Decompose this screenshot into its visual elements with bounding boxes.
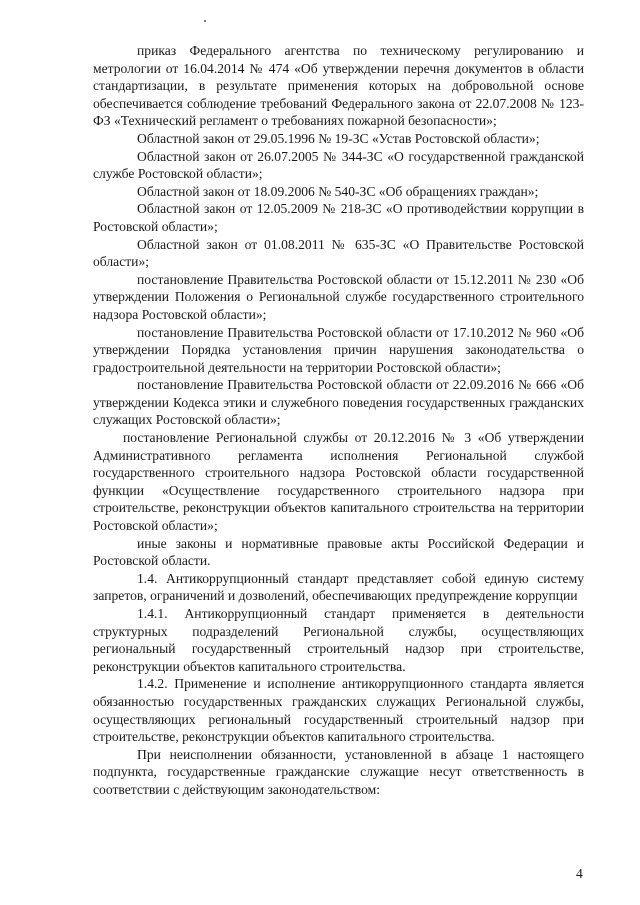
paragraph-order-rosstandart: приказ Федерального агентства по техническому регулированию и метрологии от 16.04.2014 № 474 «Об утверждении перечня документов в области стандартизации, в результате применения которых на добровольной основе обеспечивается соблюдение требований Федерального закона от 22.07.2008 № 123-ФЗ «Технический регламент о требованиях пожарной безопасности»;: [93, 43, 584, 129]
paragraph-law-anticorruption: Областной закон от 12.05.2009 № 218-ЗС «О противодействии коррупции в Ростовской области»;: [93, 201, 584, 234]
paragraph-law-charter: Областной закон от 29.05.1996 № 19-ЗС «Устав Ростовской области»;: [137, 130, 540, 146]
paragraph-resolution-230: постановление Правительства Ростовской области от 15.12.2011 № 230 «Об утверждении Положения о Региональной службе государственного строительного надзора Ростовской области»;: [93, 271, 584, 322]
document-body: [93, 42, 584, 799]
paragraph-resolution-3: постановление Региональной службы от 20.12.2016 № 3 «Об утверждении Административного регламента исполнения Региональной службой государственного строительного надзора Ростовской области государственной функции «Осуществление государственного строительного надзора при строительстве, реконструкции объектов капитального строительства на территории Ростовской области»;: [93, 430, 584, 534]
paragraph-law-government: Областной закон от 01.08.2011 № 635-ЗС «О Правительстве Ростовской области»;: [93, 236, 584, 270]
paragraph-section-1-4-1: 1.4.1. Антикоррупционный стандарт применяется в деятельности структурных подразделений Региональной службы, осуществляющих региональный государственный строительный надзор при строительстве, реконструкции объектов капитального строительства.: [93, 606, 584, 674]
paragraph-section-1-4: 1.4. Антикоррупционный стандарт представляет собой единую систему запретов, ограничений и дозволений, обеспечивающих предупреждение коррупции: [93, 570, 584, 604]
page-number: 4: [576, 866, 583, 881]
paragraph-law-civil-service: Областной закон от 26.07.2005 № 344-ЗС «О государственной гражданской службе Ростовской области»;: [93, 148, 584, 182]
paragraph-section-1-4-2: 1.4.2. Применение и исполнение антикоррупционного стандарта является обязанностью государственных гражданских служащих Региональной службы, осуществляющих региональный государственный строительный надзор при строительстве, реконструкции объектов капитального строительства.: [93, 676, 584, 745]
scan-speck: [204, 20, 206, 22]
paragraph-resolution-960: постановление Правительства Ростовской области от 17.10.2012 № 960 «Об утверждении Порядка установления причин нарушения законодательства о градостроительной деятельности на территории Ростовской области»;: [93, 324, 584, 375]
paragraph-law-appeals: Областной закон от 18.09.2006 № 540-ЗС «Об обращениях граждан»;: [137, 183, 539, 199]
paragraph-liability: При неисполнении обязанности, установленной в абзаце 1 настоящего подпункта, государственные гражданские служащие несут ответственность в соответствии с действующим законодательством:: [93, 746, 584, 797]
paragraph-other-acts: иные законы и нормативные правовые акты Российской Федерации и Ростовской области.: [93, 535, 584, 569]
paragraph-resolution-666: постановление Правительства Ростовской области от 22.09.2016 № 666 «Об утверждении Кодекса этики и служебного поведения государственных гражданских служащих Ростовской области»;: [93, 377, 584, 428]
